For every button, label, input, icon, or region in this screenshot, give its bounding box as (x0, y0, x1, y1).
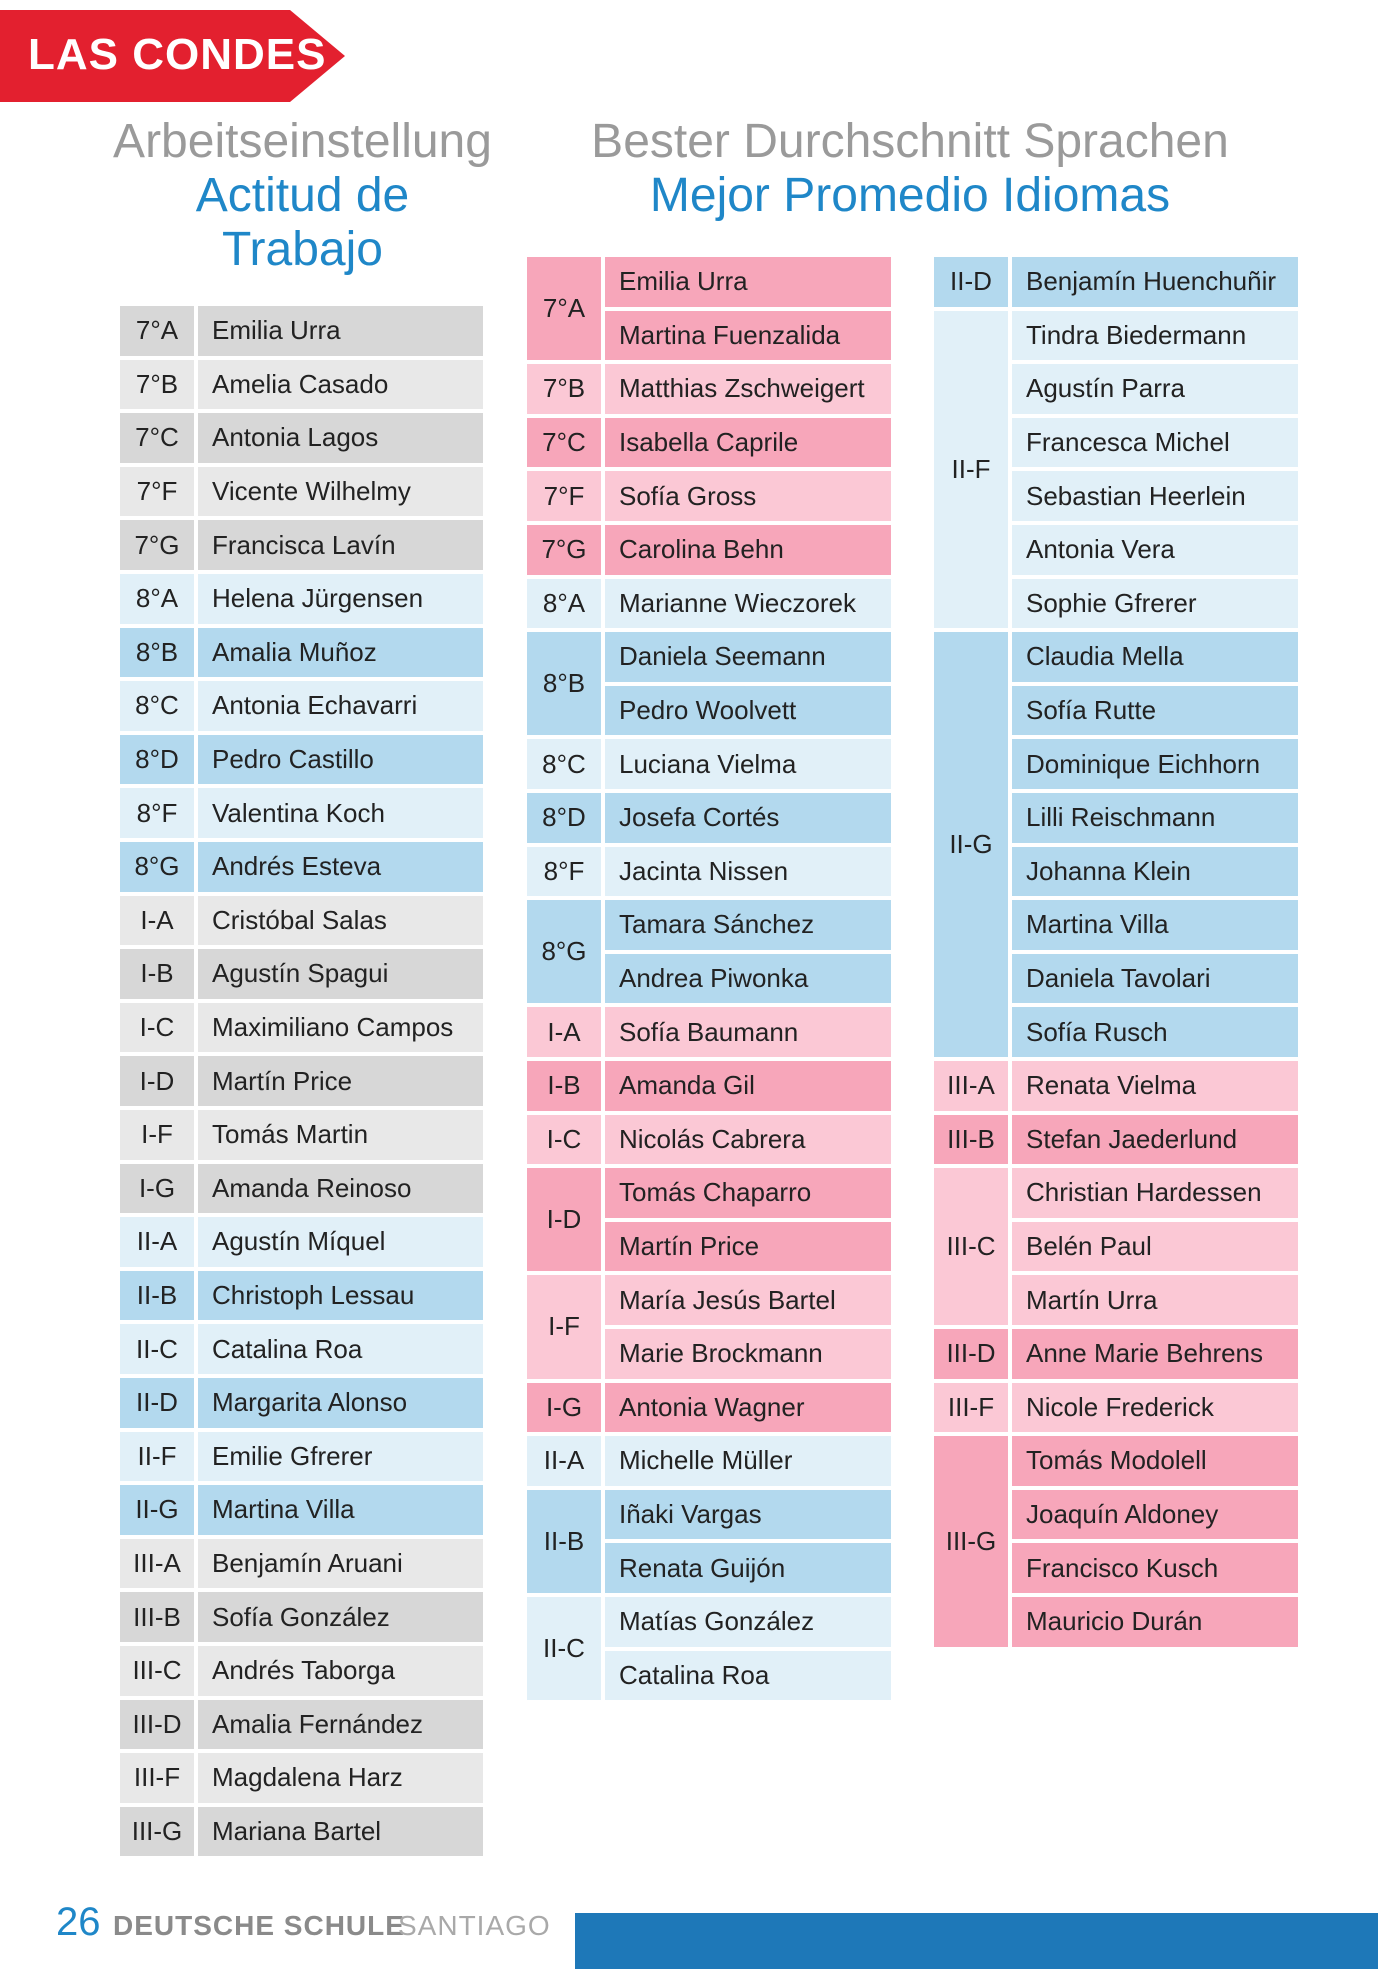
student-name: Francisco Kusch (1012, 1543, 1298, 1593)
class-code: I-A (527, 1007, 601, 1057)
student-name: Benjamín Huenchuñir (1012, 257, 1298, 307)
table-row (120, 1324, 483, 1374)
class-code: II-F (934, 311, 1008, 629)
class-code: II-C (120, 1324, 194, 1374)
class-code: 8°C (120, 681, 194, 731)
student-name: Sofía Rusch (1012, 1007, 1298, 1057)
student-name: Josefa Cortés (605, 793, 891, 843)
table-row (120, 1485, 483, 1535)
class-code: I-C (527, 1115, 601, 1165)
table-row (120, 574, 483, 624)
student-name: Lilli Reischmann (1012, 793, 1298, 843)
student-name: Belén Paul (1012, 1222, 1298, 1272)
class-code: III-G (120, 1807, 194, 1857)
student-name: Luciana Vielma (605, 739, 891, 789)
class-code: 7°B (527, 364, 601, 414)
student-name: Tindra Biedermann (1012, 311, 1298, 361)
student-name: Magdalena Harz (198, 1753, 483, 1803)
student-name: Antonia Wagner (605, 1383, 891, 1433)
student-name: Antonia Lagos (198, 413, 483, 463)
table-row (120, 842, 483, 892)
class-code: III-D (934, 1329, 1008, 1379)
heading-work-attitude-es-1: Actitud de (195, 169, 410, 222)
student-name: Maximiliano Campos (198, 1003, 483, 1053)
class-code: I-G (120, 1164, 194, 1214)
class-code: 8°B (120, 628, 194, 678)
student-name: Carolina Behn (605, 525, 891, 575)
class-code: I-F (527, 1275, 601, 1378)
page-number: 26 (56, 1900, 101, 1944)
student-name: Isabella Caprile (605, 418, 891, 468)
class-code: 7°G (120, 520, 194, 570)
student-name: Sophie Gfrerer (1012, 579, 1298, 629)
student-name: Catalina Roa (605, 1651, 891, 1701)
class-code: III-A (934, 1061, 1008, 1111)
class-code: 8°G (527, 900, 601, 1003)
heading-work-attitude-de: Arbeitseinstellung (113, 115, 492, 168)
class-code: 8°F (527, 847, 601, 897)
student-name: Mauricio Durán (1012, 1597, 1298, 1647)
class-code: I-C (120, 1003, 194, 1053)
student-name: Michelle Müller (605, 1436, 891, 1486)
class-code: III-D (120, 1700, 194, 1750)
student-name: Joaquín Aldoney (1012, 1490, 1298, 1540)
table-row (120, 896, 483, 946)
student-name: Amalia Fernández (198, 1700, 483, 1750)
student-name: Martina Fuenzalida (605, 311, 891, 361)
campus-ribbon (0, 10, 345, 102)
student-name: Christoph Lessau (198, 1271, 483, 1321)
class-code: II-A (120, 1217, 194, 1267)
student-name: Francisca Lavín (198, 520, 483, 570)
student-name: Amanda Gil (605, 1061, 891, 1111)
student-name: Mariana Bartel (198, 1807, 483, 1857)
student-name: Andrea Piwonka (605, 954, 891, 1004)
class-code: 8°C (527, 739, 601, 789)
heading-languages (520, 115, 1300, 223)
table-row (120, 413, 483, 463)
student-name: Renata Vielma (1012, 1061, 1298, 1111)
table-row (120, 735, 483, 785)
table-row (120, 1646, 483, 1696)
class-code: 8°G (120, 842, 194, 892)
student-name: Matías González (605, 1597, 891, 1647)
student-name: Antonia Vera (1012, 525, 1298, 575)
table-row (120, 467, 483, 517)
class-code: III-C (934, 1168, 1008, 1325)
table-row (120, 628, 483, 678)
student-name: Sofía Rutte (1012, 686, 1298, 736)
table-row (120, 1164, 483, 1214)
student-name: Stefan Jaederlund (1012, 1115, 1298, 1165)
class-code: 7°F (527, 471, 601, 521)
class-code: II-D (934, 257, 1008, 307)
student-name: Anne Marie Behrens (1012, 1329, 1298, 1379)
student-name: Nicolás Cabrera (605, 1115, 891, 1165)
table-row (120, 1592, 483, 1642)
table-row (120, 1753, 483, 1803)
table-row (120, 1700, 483, 1750)
class-code: II-B (120, 1271, 194, 1321)
student-name: Sofía Gross (605, 471, 891, 521)
student-name: Iñaki Vargas (605, 1490, 891, 1540)
student-name: Marie Brockmann (605, 1329, 891, 1379)
class-code: III-B (120, 1592, 194, 1642)
class-code: 8°D (120, 735, 194, 785)
table-row (120, 1539, 483, 1589)
student-name: Amelia Casado (198, 360, 483, 410)
class-code: II-C (527, 1597, 601, 1700)
table-row (120, 1003, 483, 1053)
class-code: 7°C (120, 413, 194, 463)
table-row (120, 306, 483, 356)
student-name: Agustín Míquel (198, 1217, 483, 1267)
campus-label: LAS CONDES (28, 30, 327, 79)
class-code: II-B (527, 1490, 601, 1593)
student-name: Daniela Seemann (605, 632, 891, 682)
student-name: Emilia Urra (198, 306, 483, 356)
student-name: Tomás Modolell (1012, 1436, 1298, 1486)
heading-work-attitude-es-2: Trabajo (222, 223, 383, 276)
student-name: Amalia Muñoz (198, 628, 483, 678)
class-code: 7°A (527, 257, 601, 360)
class-code: III-F (934, 1383, 1008, 1433)
table-row (120, 360, 483, 410)
student-name: Sofía Baumann (605, 1007, 891, 1057)
class-code: III-G (934, 1436, 1008, 1646)
student-name: María Jesús Bartel (605, 1275, 891, 1325)
student-name: Tamara Sánchez (605, 900, 891, 950)
table-row (120, 1271, 483, 1321)
student-name: Emilia Urra (605, 257, 891, 307)
class-code: II-A (527, 1436, 601, 1486)
class-code: III-A (120, 1539, 194, 1589)
table-row (120, 1807, 483, 1857)
table-row (120, 1432, 483, 1482)
student-name: Martín Urra (1012, 1275, 1298, 1325)
class-code: I-F (120, 1110, 194, 1160)
class-code: I-A (120, 896, 194, 946)
table-row (120, 949, 483, 999)
student-name: Agustín Spagui (198, 949, 483, 999)
table-row (120, 788, 483, 838)
class-code: I-D (120, 1056, 194, 1106)
class-code: II-F (120, 1432, 194, 1482)
student-name: Sofía González (198, 1592, 483, 1642)
class-code: I-D (527, 1168, 601, 1271)
table-row (120, 681, 483, 731)
class-code: 7°F (120, 467, 194, 517)
heading-work-attitude (110, 115, 495, 277)
student-name: Benjamín Aruani (198, 1539, 483, 1589)
student-name: Matthias Zschweigert (605, 364, 891, 414)
student-name: Amanda Reinoso (198, 1164, 483, 1214)
class-code: I-B (120, 949, 194, 999)
footer-city: SANTIAGO (398, 1910, 551, 1941)
student-name: Renata Guijón (605, 1543, 891, 1593)
student-name: Pedro Castillo (198, 735, 483, 785)
table-row (120, 1110, 483, 1160)
student-name: Emilie Gfrerer (198, 1432, 483, 1482)
table-row (120, 520, 483, 570)
class-code: 7°C (527, 418, 601, 468)
student-name: Valentina Koch (198, 788, 483, 838)
student-name: Pedro Woolvett (605, 686, 891, 736)
table-row (120, 1378, 483, 1428)
student-name: Martina Villa (1012, 900, 1298, 950)
class-code: I-B (527, 1061, 601, 1111)
student-name: Antonia Echavarri (198, 681, 483, 731)
class-code: 8°A (527, 579, 601, 629)
student-name: Cristóbal Salas (198, 896, 483, 946)
student-name: Andrés Taborga (198, 1646, 483, 1696)
student-name: Martín Price (605, 1222, 891, 1272)
heading-languages-es: Mejor Promedio Idiomas (649, 169, 1171, 222)
heading-languages-de: Bester Durchschnitt Sprachen (591, 115, 1229, 168)
class-code: 8°A (120, 574, 194, 624)
student-name: Daniela Tavolari (1012, 954, 1298, 1004)
student-name: Nicole Frederick (1012, 1383, 1298, 1433)
class-code: II-G (934, 632, 1008, 1057)
class-code: 7°G (527, 525, 601, 575)
student-name: Andrés Esteva (198, 842, 483, 892)
student-name: Agustín Parra (1012, 364, 1298, 414)
class-code: III-B (934, 1115, 1008, 1165)
student-name: Francesca Michel (1012, 418, 1298, 468)
student-name: Tomás Chaparro (605, 1168, 891, 1218)
class-code: 8°F (120, 788, 194, 838)
class-code: III-C (120, 1646, 194, 1696)
class-code: II-D (120, 1378, 194, 1428)
student-name: Helena Jürgensen (198, 574, 483, 624)
student-name: Christian Hardessen (1012, 1168, 1298, 1218)
student-name: Catalina Roa (198, 1324, 483, 1374)
class-code: II-G (120, 1485, 194, 1535)
footer-bar (575, 1913, 1378, 1969)
student-name: Claudia Mella (1012, 632, 1298, 682)
footer-school-name: DEUTSCHE SCHULE (113, 1910, 405, 1941)
table-row (120, 1217, 483, 1267)
class-code: 7°B (120, 360, 194, 410)
student-name: Tomás Martin (198, 1110, 483, 1160)
student-name: Johanna Klein (1012, 847, 1298, 897)
class-code: III-F (120, 1753, 194, 1803)
student-name: Sebastian Heerlein (1012, 471, 1298, 521)
student-name: Margarita Alonso (198, 1378, 483, 1428)
student-name: Marianne Wieczorek (605, 579, 891, 629)
table-row (120, 1056, 483, 1106)
student-name: Jacinta Nissen (605, 847, 891, 897)
class-code: 8°D (527, 793, 601, 843)
class-code: 7°A (120, 306, 194, 356)
class-code: I-G (527, 1383, 601, 1433)
student-name: Dominique Eichhorn (1012, 739, 1298, 789)
student-name: Vicente Wilhelmy (198, 467, 483, 517)
student-name: Martín Price (198, 1056, 483, 1106)
student-name: Martina Villa (198, 1485, 483, 1535)
class-code: 8°B (527, 632, 601, 735)
